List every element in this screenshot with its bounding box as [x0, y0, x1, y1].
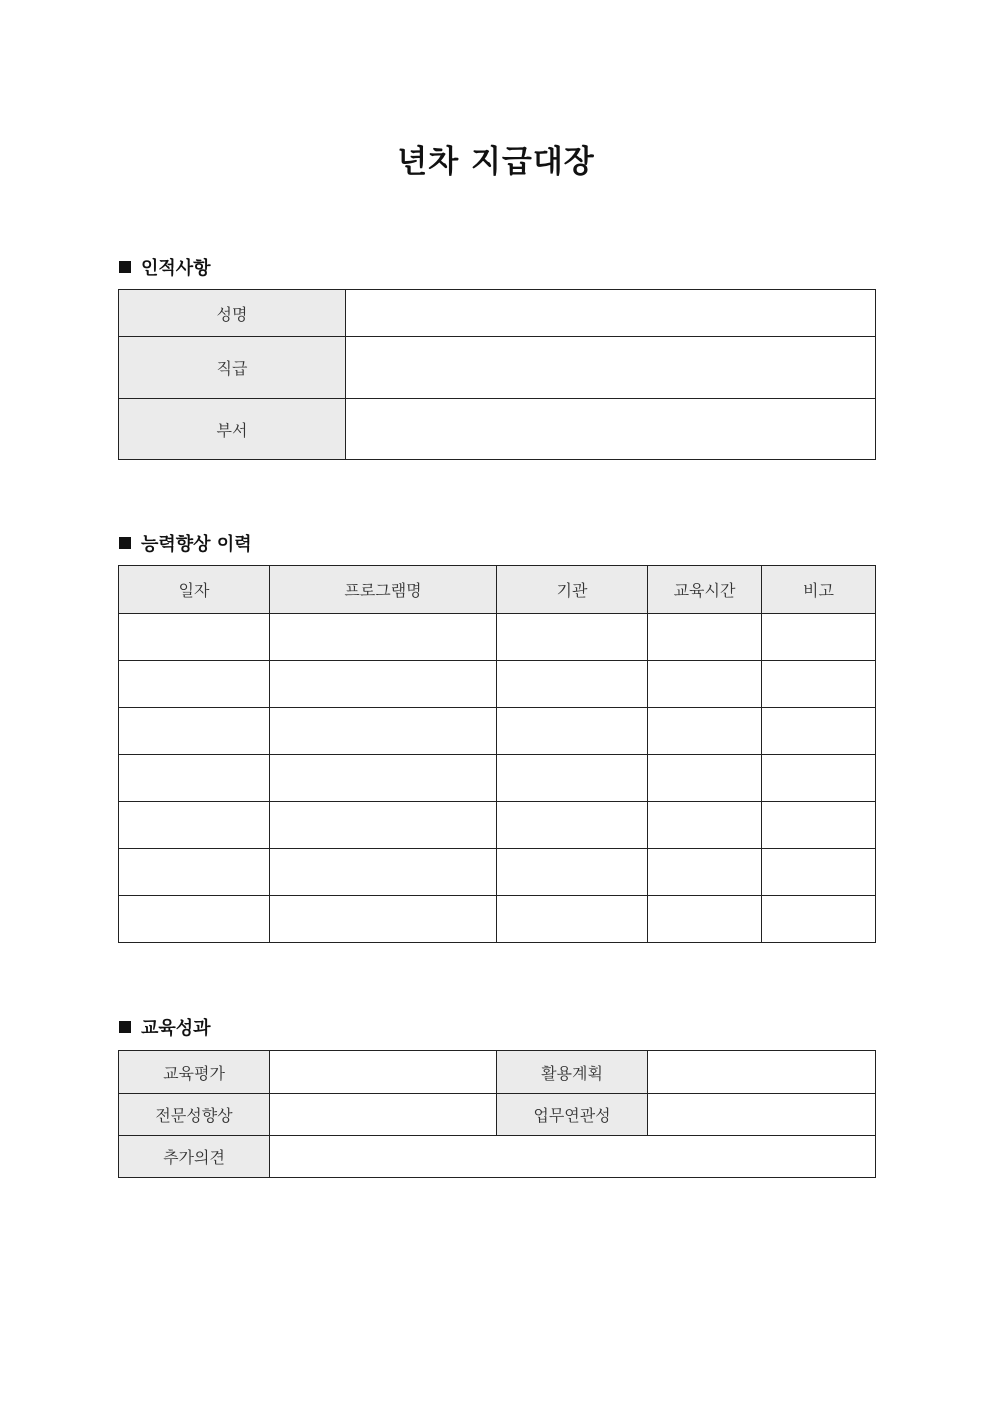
table-cell[interactable]: [497, 849, 648, 896]
square-bullet-icon: [119, 537, 131, 549]
table-row: [119, 1094, 876, 1136]
table-cell[interactable]: [762, 849, 876, 896]
opinion-label: 추가의견: [119, 1136, 270, 1178]
position-label: 직급: [119, 337, 346, 399]
table-header-row: [119, 566, 876, 614]
column-header-institution: 기관: [497, 566, 648, 614]
table-cell[interactable]: [270, 896, 497, 943]
opinion-field[interactable]: [270, 1136, 876, 1178]
table-cell[interactable]: [497, 896, 648, 943]
table-cell[interactable]: [270, 661, 497, 708]
section-title: 인적사항: [141, 258, 211, 279]
page-title: 년차 지급대장: [397, 144, 595, 180]
table-row: [119, 1051, 876, 1094]
table-cell[interactable]: [497, 755, 648, 802]
table-row: [119, 896, 876, 943]
relevance-label: 업무연관성: [497, 1094, 648, 1136]
name-field[interactable]: [346, 290, 876, 337]
table-cell[interactable]: [648, 661, 762, 708]
table-cell[interactable]: [270, 802, 497, 849]
table-cell[interactable]: [762, 802, 876, 849]
table-cell[interactable]: [648, 708, 762, 755]
table-row: [119, 614, 876, 661]
expertise-field[interactable]: [270, 1094, 497, 1136]
training-results-table: [118, 1050, 876, 1178]
department-label: 부서: [119, 399, 346, 460]
table-cell[interactable]: [119, 661, 270, 708]
table-cell[interactable]: [119, 896, 270, 943]
table-cell[interactable]: [119, 755, 270, 802]
table-row: [119, 1136, 876, 1178]
square-bullet-icon: [119, 1021, 131, 1033]
plan-label: 활용계획: [497, 1051, 648, 1094]
section-heading-results: [119, 1014, 211, 1040]
evaluation-label: 교육평가: [119, 1051, 270, 1094]
position-field[interactable]: [346, 337, 876, 399]
table-cell[interactable]: [497, 802, 648, 849]
section-title: 능력향상 이력: [141, 534, 252, 555]
table-cell[interactable]: [762, 708, 876, 755]
table-row: [119, 708, 876, 755]
table-row: [119, 755, 876, 802]
expertise-label: 전문성향상: [119, 1094, 270, 1136]
table-cell[interactable]: [648, 849, 762, 896]
table-row: [119, 290, 876, 337]
table-cell[interactable]: [497, 661, 648, 708]
table-cell[interactable]: [648, 802, 762, 849]
table-cell[interactable]: [270, 708, 497, 755]
column-header-date: 일자: [119, 566, 270, 614]
table-cell[interactable]: [497, 708, 648, 755]
table-cell[interactable]: [119, 849, 270, 896]
table-cell[interactable]: [762, 755, 876, 802]
evaluation-field[interactable]: [270, 1051, 497, 1094]
training-history-table: [118, 565, 876, 943]
table-row: [119, 399, 876, 460]
table-cell[interactable]: [648, 896, 762, 943]
table-cell[interactable]: [270, 849, 497, 896]
table-cell[interactable]: [119, 614, 270, 661]
table-row: [119, 849, 876, 896]
relevance-field[interactable]: [648, 1094, 876, 1136]
table-cell[interactable]: [119, 802, 270, 849]
section-title: 교육성과: [141, 1018, 211, 1039]
column-header-program: 프로그램명: [270, 566, 497, 614]
column-header-remarks: 비고: [762, 566, 876, 614]
table-cell[interactable]: [270, 755, 497, 802]
table-row: [119, 802, 876, 849]
column-header-hours: 교육시간: [648, 566, 762, 614]
table-cell[interactable]: [648, 755, 762, 802]
table-cell[interactable]: [762, 614, 876, 661]
name-label: 성명: [119, 290, 346, 337]
table-cell[interactable]: [762, 896, 876, 943]
plan-field[interactable]: [648, 1051, 876, 1094]
department-field[interactable]: [346, 399, 876, 460]
personal-info-table: [118, 289, 876, 460]
square-bullet-icon: [119, 261, 131, 273]
table-cell[interactable]: [648, 614, 762, 661]
table-cell[interactable]: [762, 661, 876, 708]
section-heading-personal: [119, 254, 211, 280]
table-row: [119, 661, 876, 708]
table-row: [119, 337, 876, 399]
table-cell[interactable]: [270, 614, 497, 661]
table-cell[interactable]: [497, 614, 648, 661]
section-heading-training: [119, 530, 252, 556]
table-cell[interactable]: [119, 708, 270, 755]
